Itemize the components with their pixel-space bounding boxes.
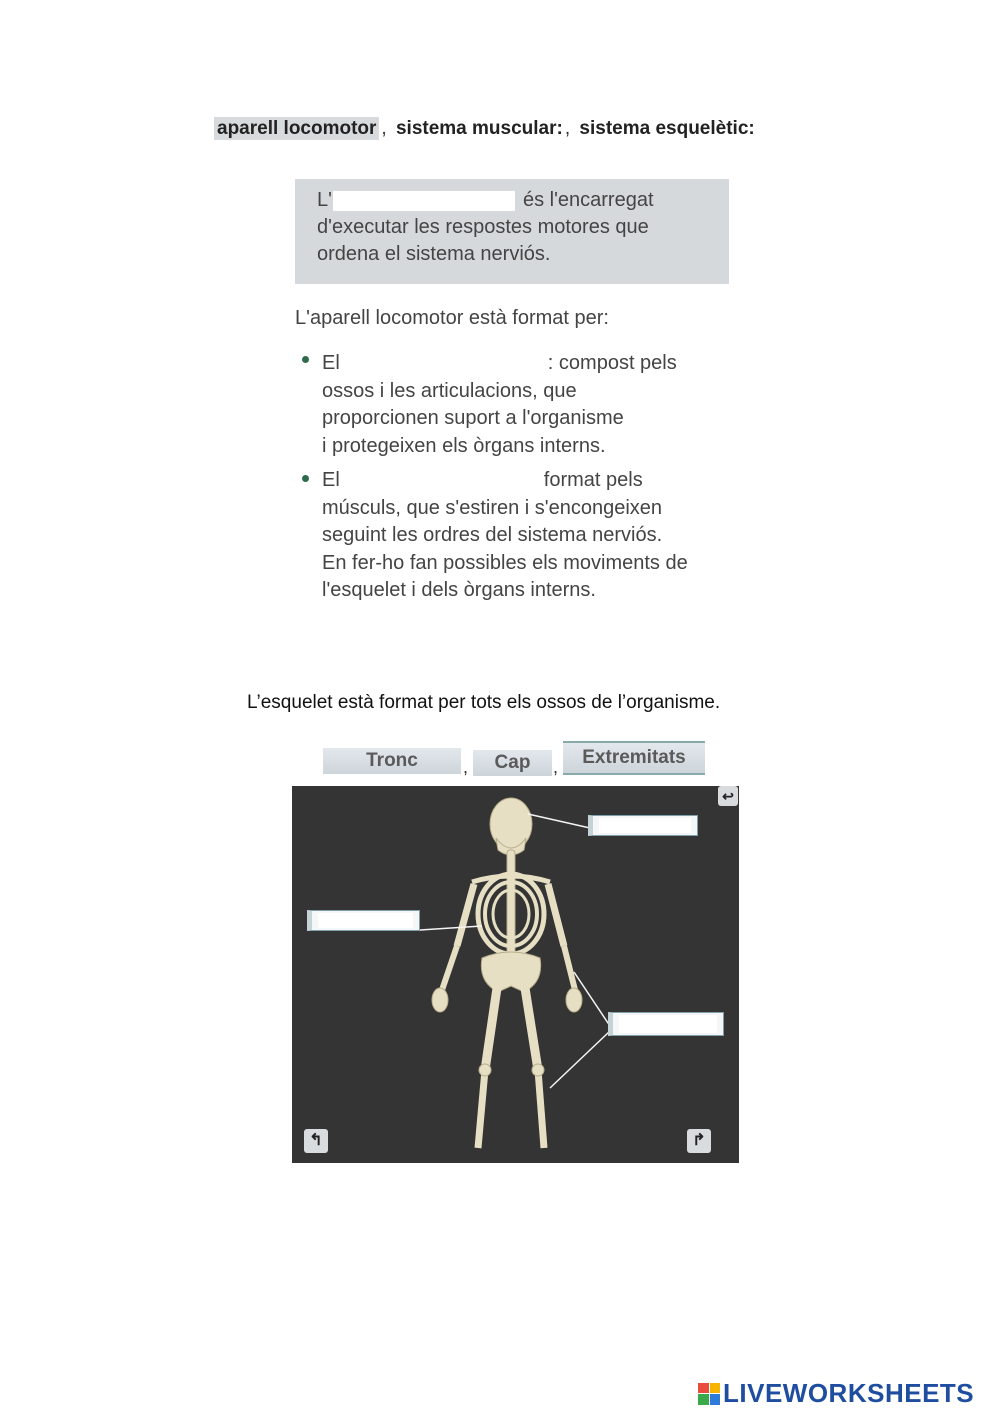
bullet1-line-4: i protegeixen els òrgans interns.: [322, 434, 606, 457]
pointer-line-head: [528, 814, 590, 828]
right-hand: [566, 988, 582, 1012]
bullet2-line1-end: format pels: [543, 469, 643, 491]
liveworksheets-logo-icon: [698, 1383, 720, 1405]
right-femur: [525, 988, 538, 1070]
word-tile-cap[interactable]: Cap: [473, 750, 552, 776]
bullet1-line-2: ossos i les articulacions, que: [322, 379, 577, 402]
turn-left-icon[interactable]: ↰: [304, 1129, 328, 1153]
blank-field-aparell[interactable]: [333, 191, 515, 211]
right-tibia: [538, 1070, 544, 1148]
definition-line-2: d'executar les respostes motores que: [317, 216, 649, 238]
left-knee: [479, 1064, 491, 1076]
bullet1-start: El: [322, 352, 340, 374]
definition-box: [295, 179, 729, 284]
definition-line-1: [317, 187, 711, 214]
word-chip-sistema-muscular[interactable]: sistema muscular:: [395, 118, 563, 139]
definition-line1-end: és l'encarregat: [522, 189, 654, 211]
right-humerus: [548, 884, 564, 946]
separator: ,: [381, 118, 387, 139]
right-knee: [532, 1064, 544, 1076]
word-chip-aparell-locomotor[interactable]: aparell locomotor: [214, 117, 379, 140]
drop-zone-field: [619, 1015, 717, 1033]
word-chip-sistema-esqueletic[interactable]: sistema esquelètic:: [579, 118, 755, 139]
word-tile-extremitats[interactable]: Extremitats: [563, 741, 705, 775]
brand-name: LIVEWORKSHEETS: [723, 1378, 975, 1408]
drop-zone-extremitats[interactable]: [608, 1012, 724, 1036]
pelvis: [481, 952, 540, 992]
pointer-line-leg: [550, 1031, 610, 1088]
drop-zone-tronc[interactable]: [307, 910, 420, 931]
skeleton-panel: [292, 786, 739, 1163]
skeleton-illustration: [292, 786, 739, 1163]
bullet-2: [322, 467, 688, 605]
bullet2-line-4: En fer-ho fan possibles els moviments de: [322, 551, 688, 574]
left-hand: [432, 988, 448, 1012]
blank-field-esqueletic[interactable]: [346, 354, 546, 374]
turn-right-icon[interactable]: ↱: [687, 1129, 711, 1153]
rotate-icon[interactable]: ↩: [718, 786, 738, 806]
brand: [698, 1378, 974, 1409]
separator: ,: [564, 118, 571, 139]
word-tile-tronc[interactable]: Tronc: [323, 748, 461, 774]
drop-zone-field: [599, 818, 691, 833]
left-femur: [485, 988, 497, 1070]
bullet2-line-5: l'esquelet i dels òrgans interns.: [322, 579, 596, 601]
skeleton-sentence: L’esquelet està format per tots els ossos de l’organisme.: [247, 692, 721, 713]
drop-zone-field: [318, 913, 413, 928]
blank-field-muscular[interactable]: [346, 471, 540, 491]
pointer-line-trunk: [420, 926, 482, 930]
bullet-dot: [302, 356, 309, 363]
definition-start-text: L': [317, 189, 332, 211]
intro-text: L'aparell locomotor està format per:: [295, 307, 609, 329]
word-bank-top: [214, 118, 755, 140]
bullet-dot: [302, 475, 309, 482]
bullet1-line1-end: : compost pels: [547, 352, 677, 374]
bullet2-line-2: músculs, que s'estiren i s'encongeixen: [322, 496, 663, 519]
definition-line-3: ordena el sistema nerviós.: [317, 243, 551, 265]
drop-zone-cap[interactable]: [588, 815, 698, 836]
left-tibia: [478, 1070, 485, 1148]
left-forearm: [442, 946, 457, 990]
right-forearm: [564, 946, 575, 990]
separator: ,: [463, 757, 469, 777]
separator: ,: [553, 757, 559, 777]
bullet2-start: El: [322, 469, 340, 491]
bullet2-line-3: seguint les ordres del sistema nerviós.: [322, 524, 663, 546]
left-humerus: [457, 884, 474, 946]
bullet-1: [322, 350, 677, 460]
bullet1-line-3: proporcionen suport a l'organisme: [322, 407, 624, 429]
